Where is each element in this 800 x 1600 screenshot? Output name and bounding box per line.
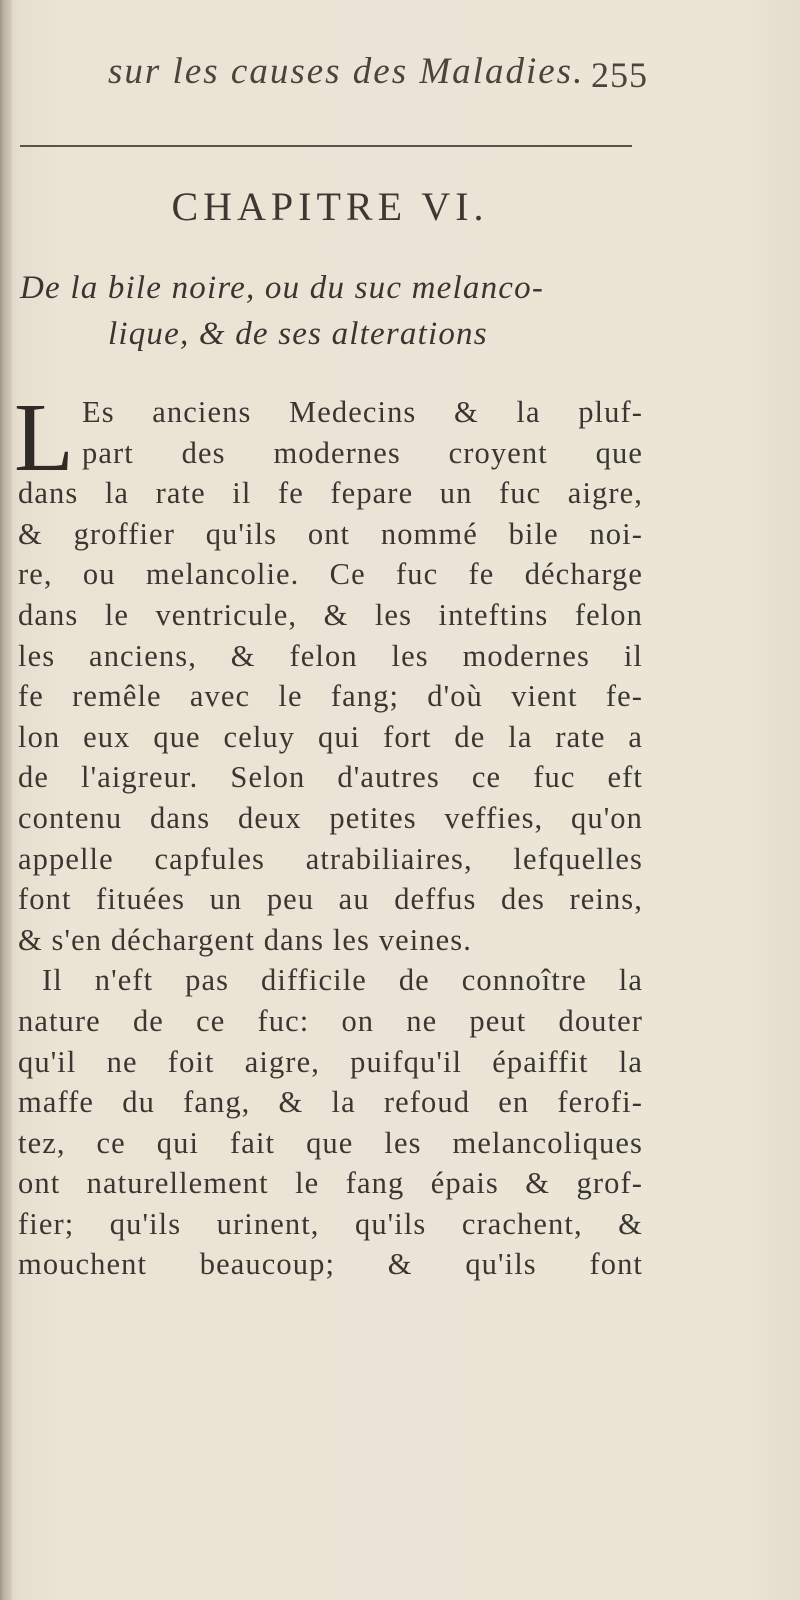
text-line: & s'en déchargent dans les veines. [18, 922, 472, 957]
text-line: appelle capfules atrabiliaires, lefquelles [18, 841, 643, 876]
page-number: 255 [591, 55, 648, 95]
text-line: & groffier qu'ils ont nommé bile noi- [18, 516, 643, 551]
subtitle-line-1: De la bile noire, ou du suc melanco- [20, 270, 545, 306]
text-line: dans le ventricule, & les inteftins felon [18, 597, 643, 632]
text-line: fe remêle avec le fang; d'où vient fe- [18, 679, 643, 714]
page-header [108, 50, 648, 100]
text-line: Es anciens Medecins & la pluf- [82, 395, 643, 429]
text-line: de l'aigreur. Selon d'autres ce fuc eft [18, 760, 643, 795]
text-line: font fituées un peu au deffus des reins, [18, 882, 643, 917]
text-line: part des modernes croyent que [82, 435, 643, 470]
text-line: re, ou melancolie. Ce fuc fe décharge [18, 557, 643, 592]
header-rule [20, 145, 632, 147]
chapter-title: CHAPITRE VI. [171, 184, 489, 229]
text-line: contenu dans deux petites veffies, qu'on [18, 800, 643, 835]
page-binding-edge [0, 0, 12, 1600]
text-line: ont naturellement le fang épais & grof- [18, 1166, 643, 1201]
text-line: tez, ce qui fait que les melancoliques [18, 1125, 643, 1160]
text-line: nature de ce fuc: on ne peut douter [18, 1003, 643, 1038]
text-line: lon eux que celuy qui fort de la rate a [18, 719, 643, 754]
text-line: maffe du fang, & la refoud en ferofi- [18, 1085, 643, 1120]
drop-cap: L [14, 384, 74, 492]
text-line: fier; qu'ils urinent, qu'ils crachent, & [18, 1206, 643, 1241]
text-line: qu'il ne foit aigre, puifqu'il épaiffit la [18, 1044, 643, 1079]
text-line: dans la rate il fe fepare un fuc aigre, [18, 476, 643, 511]
text-line: les anciens, & felon les modernes il [18, 638, 643, 673]
text-line: Il n'eft pas difficile de connoître la [42, 963, 643, 998]
text-line: mouchent beaucoup; & qu'ils font [18, 1247, 643, 1282]
body-text [18, 392, 643, 1285]
running-head: sur les causes des Maladies. [108, 51, 585, 92]
subtitle-line-2: lique, & de ses alterations [108, 316, 488, 352]
chapter-subtitle [20, 265, 640, 357]
